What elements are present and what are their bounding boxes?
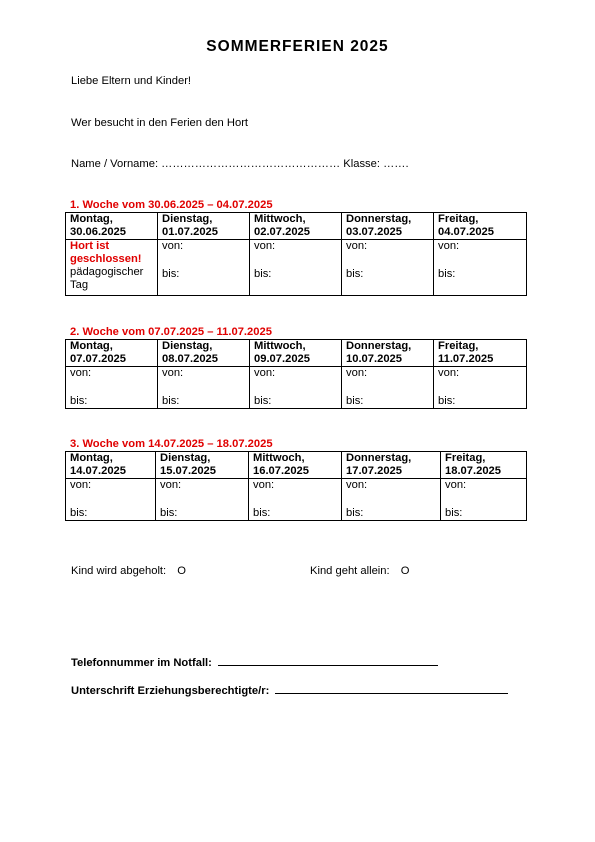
allein-radio-mark[interactable]: O — [400, 565, 410, 577]
time-cell[interactable]: von: bis: — [66, 479, 156, 521]
phone-input-line[interactable] — [218, 653, 438, 666]
phone-field[interactable] — [71, 653, 438, 669]
closed-notice-cell — [66, 240, 158, 296]
time-cell[interactable]: von: bis: — [342, 367, 434, 409]
week-2-header-row — [66, 340, 527, 367]
time-cell[interactable]: von: bis: — [250, 367, 342, 409]
signature-field[interactable] — [71, 681, 508, 697]
time-cell[interactable]: von: bis: — [441, 479, 527, 521]
time-cell[interactable]: von: bis: — [434, 367, 527, 409]
time-cell[interactable]: von: bis: — [434, 240, 527, 296]
week-3-header-row — [66, 452, 527, 479]
day-header-thursday: Donnerstag, 17.07.2025 — [342, 452, 441, 479]
day-header-thursday: Donnerstag, 10.07.2025 — [342, 340, 434, 367]
week-1-table — [65, 212, 527, 296]
pickup-option-abgeholt[interactable]: Kind wird abgeholt: O — [71, 565, 186, 577]
day-header-monday: Montag, 07.07.2025 — [66, 340, 158, 367]
week-2-table — [65, 339, 527, 409]
page-title: SOMMERFERIEN 2025 — [206, 38, 389, 55]
day-header-tuesday: Dienstag, 15.07.2025 — [156, 452, 249, 479]
day-header-thursday: Donnerstag, 03.07.2025 — [342, 213, 434, 240]
signature-label: Unterschrift Erziehungsberechtigte/r: — [71, 685, 270, 697]
day-header-friday: Freitag, 04.07.2025 — [434, 213, 527, 240]
question-text: Wer besucht in den Ferien den Hort — [71, 117, 249, 129]
closed-notice: Hort ist geschlossen! — [70, 240, 142, 265]
day-header-monday: Montag, 14.07.2025 — [66, 452, 156, 479]
closed-reason: pädagogischer Tag — [70, 266, 144, 291]
week-2-time-row — [66, 367, 527, 409]
day-header-wednesday: Mittwoch, 09.07.2025 — [250, 340, 342, 367]
time-cell[interactable]: von: bis: — [158, 240, 250, 296]
day-header-tuesday: Dienstag, 08.07.2025 — [158, 340, 250, 367]
time-cell[interactable]: von: bis: — [342, 479, 441, 521]
abgeholt-radio-mark[interactable]: O — [177, 565, 186, 577]
week-3-table — [65, 451, 527, 521]
time-cell[interactable]: von: bis: — [158, 367, 250, 409]
time-cell[interactable]: von: bis: — [342, 240, 434, 296]
day-header-monday: Montag, 30.06.2025 — [66, 213, 158, 240]
week-3-heading: 3. Woche vom 14.07.2025 – 18.07.2025 — [70, 438, 273, 450]
time-cell[interactable]: von: bis: — [250, 240, 342, 296]
time-cell[interactable]: von: bis: — [66, 367, 158, 409]
time-cell[interactable]: von: bis: — [156, 479, 249, 521]
week-1-heading: 1. Woche vom 30.06.2025 – 04.07.2025 — [70, 199, 273, 211]
week-1-time-row — [66, 240, 527, 296]
phone-label: Telefonnummer im Notfall: — [71, 657, 212, 669]
week-2-heading: 2. Woche vom 07.07.2025 – 11.07.2025 — [70, 326, 272, 338]
day-header-wednesday: Mittwoch, 02.07.2025 — [250, 213, 342, 240]
week-3-time-row — [66, 479, 527, 521]
day-header-friday: Freitag, 11.07.2025 — [434, 340, 527, 367]
time-cell[interactable]: von: bis: — [249, 479, 342, 521]
signature-input-line[interactable] — [275, 681, 508, 694]
day-header-friday: Freitag, 18.07.2025 — [441, 452, 527, 479]
pickup-option-allein[interactable]: Kind geht allein: O — [310, 565, 410, 577]
day-header-wednesday: Mittwoch, 16.07.2025 — [249, 452, 342, 479]
week-1-header-row — [66, 213, 527, 240]
greeting-text: Liebe Eltern und Kinder! — [71, 75, 192, 87]
name-class-field[interactable]: Name / Vorname: ………………………………………… Klasse: ……. — [71, 158, 409, 170]
day-header-tuesday: Dienstag, 01.07.2025 — [158, 213, 250, 240]
